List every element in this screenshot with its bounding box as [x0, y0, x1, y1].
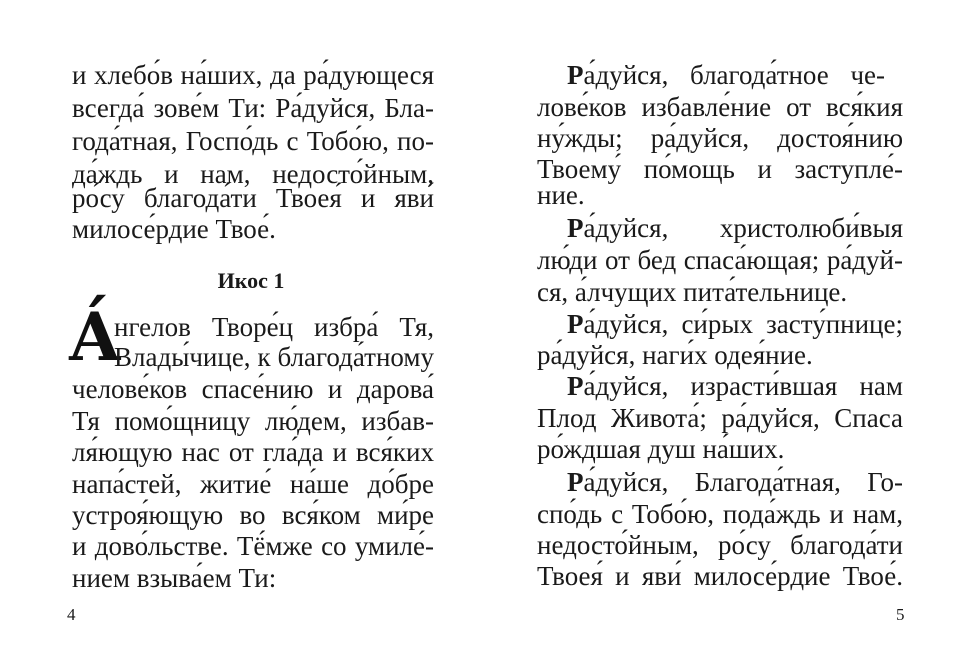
text-line [537, 532, 903, 559]
page-number: 5 [896, 605, 905, 624]
text-line [537, 247, 903, 274]
text-line: челове́ков спасе́нию и дарова́ [72, 374, 434, 404]
text-line: нгелов Творе́ц избра́ Тя, [114, 312, 434, 342]
text-line [537, 501, 903, 528]
text-line [537, 342, 813, 369]
text-line-content: лове́ков избавле́ние от вся́кия [537, 92, 903, 122]
text-line: устроя́ющую во вся́ком ми́ре [72, 500, 434, 530]
text-line: да́ждь и нам, недосто́йным, [72, 159, 434, 189]
text-line: Влады́чице, к благода́тному [114, 342, 434, 372]
text-line-content: лю́ди от бед спаса́ющая; ра́дуй- [537, 245, 903, 275]
paragraph-lead-letter: Р [567, 213, 584, 243]
paragraph-lead-letter: Р [567, 60, 584, 90]
text-line-content: Твоея́ и яви́ милосе́рдие Твое́. [537, 561, 903, 591]
text-line [537, 182, 585, 209]
text-line [567, 311, 903, 338]
text-line [567, 469, 903, 496]
text-line: Тя помо́щницу лю́дем, избав- [72, 406, 434, 436]
text-line: милосе́рдие Твое́. [72, 214, 276, 244]
text-line-content: а́дуйся, благода́тное че- [583, 60, 885, 90]
text-line-content: а́дуйся, христолюби́выя [583, 213, 903, 243]
text-line-content: ся, а́лчущих пита́тельнице. [537, 277, 848, 307]
text-line: всегда́ зове́м Ти: Ра́дуйся, Бла- [72, 93, 434, 123]
text-line [537, 405, 903, 432]
paragraph-lead-letter: Р [567, 371, 584, 401]
text-line [567, 373, 903, 400]
text-line: года́тная, Госпо́дь с Тобо́ю, по- [72, 126, 434, 156]
text-line [537, 94, 903, 121]
text-line-content: Твоему́ по́мощь и заступле́- [537, 154, 903, 184]
text-line: напа́стей, житие́ на́ше до́бре [72, 469, 434, 499]
text-line: ля́ющую нас от гла́да и вся́ких [72, 437, 434, 467]
section-heading: Икос 1 [217, 268, 285, 293]
text-line [537, 563, 903, 590]
text-line-content: а́дуйся, израсти́вшая нам [583, 371, 903, 401]
paragraph-lead-letter: Р [567, 467, 584, 497]
text-line [567, 62, 885, 89]
text-line [537, 279, 847, 306]
text-line: и дово́льстве. Тё́мже со умиле́- [72, 531, 434, 561]
drop-cap: А́ [68, 298, 122, 376]
text-line [537, 125, 903, 152]
page-number: 4 [67, 605, 76, 624]
text-line [537, 156, 903, 183]
text-line-content: недосто́йным, ро́су благода́ти [537, 530, 903, 560]
text-line-content: а́дуйся, Благода́тная, Го- [583, 467, 903, 497]
text-line-content: ро́ждшая душ на́ших. [537, 434, 785, 464]
text-line-content: Плод Живота́; ра́дуйся, Спаса [537, 403, 903, 433]
text-line-content: ние. [537, 180, 585, 210]
text-line [567, 215, 903, 242]
text-line-content: а́дуйся, си́рых засту́пнице; [583, 309, 903, 339]
text-line: нием взыва́ем Ти: [72, 563, 277, 593]
paragraph-lead-letter: Р [567, 309, 584, 339]
right-page [486, 0, 972, 650]
text-line: ро́су благода́ти Твоея́ и яви́ [72, 183, 434, 213]
text-line-content: ра́дуйся, наги́х одея́ние. [537, 340, 813, 370]
text-line: и хлебо́в на́ших, да ра́дующеся [72, 60, 434, 90]
text-line [537, 436, 784, 463]
text-line-content: ну́жды; ра́дуйся, достоя́нию [537, 123, 903, 153]
text-line-content: спо́дь с Тобо́ю, пода́ждь и нам, [537, 499, 903, 529]
